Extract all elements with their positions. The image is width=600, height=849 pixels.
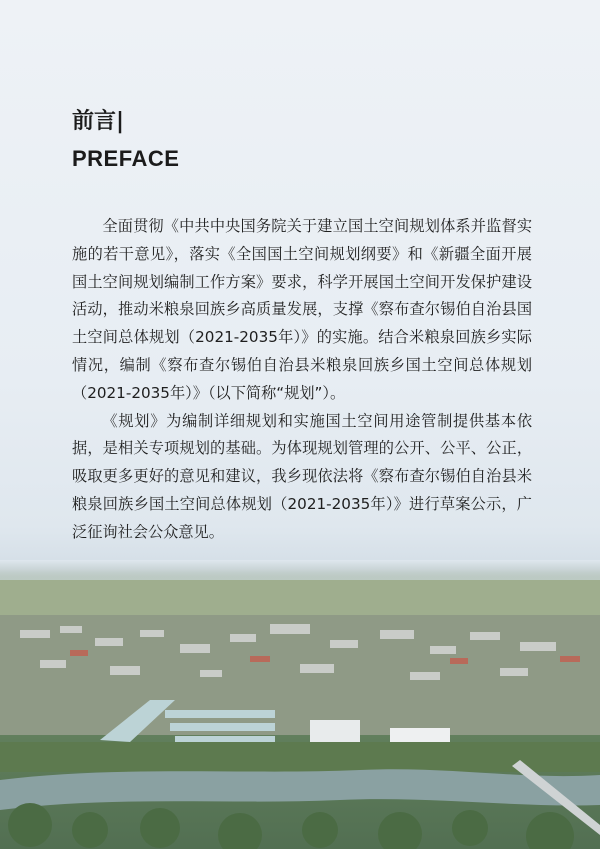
preface-title-cn: 前言| [72,109,125,134]
aerial-village-photo [0,560,600,849]
preface-body [72,213,532,547]
preface-title-en: PREFACE [72,146,180,171]
paragraph-2: 《规划》为编制详细规划和实施国土空间用途管制提供基本依据，是相关专项规划的基础。为体现规划管理的公开、公平、公正，吸取更多更好的意见和建议，我乡现依法将《察布查尔锡伯自治县米粮泉回族乡国土空间总体规划（2021-2035年）》进行草案公示，广泛征询社会公众意见。 [72,411,532,541]
paragraph-1: 全面贯彻《中共中央国务院关于建立国土空间规划体系并监督实施的若干意见》，落实《全国国土空间规划纲要》和《新疆全面开展国土空间规划编制工作方案》要求，科学开展国土空间开发保护建设活动，推动米粮泉回族乡高质量发展，支撑《察布查尔锡伯自治县国土空间总体规划（2021-2035年）》的实施。结合米粮泉回族乡实际情况，编制《察布查尔锡伯自治县米粮泉回族乡国土空间总体规划（2021-2035年）》（以下简称“规划”）。 [72,217,532,402]
